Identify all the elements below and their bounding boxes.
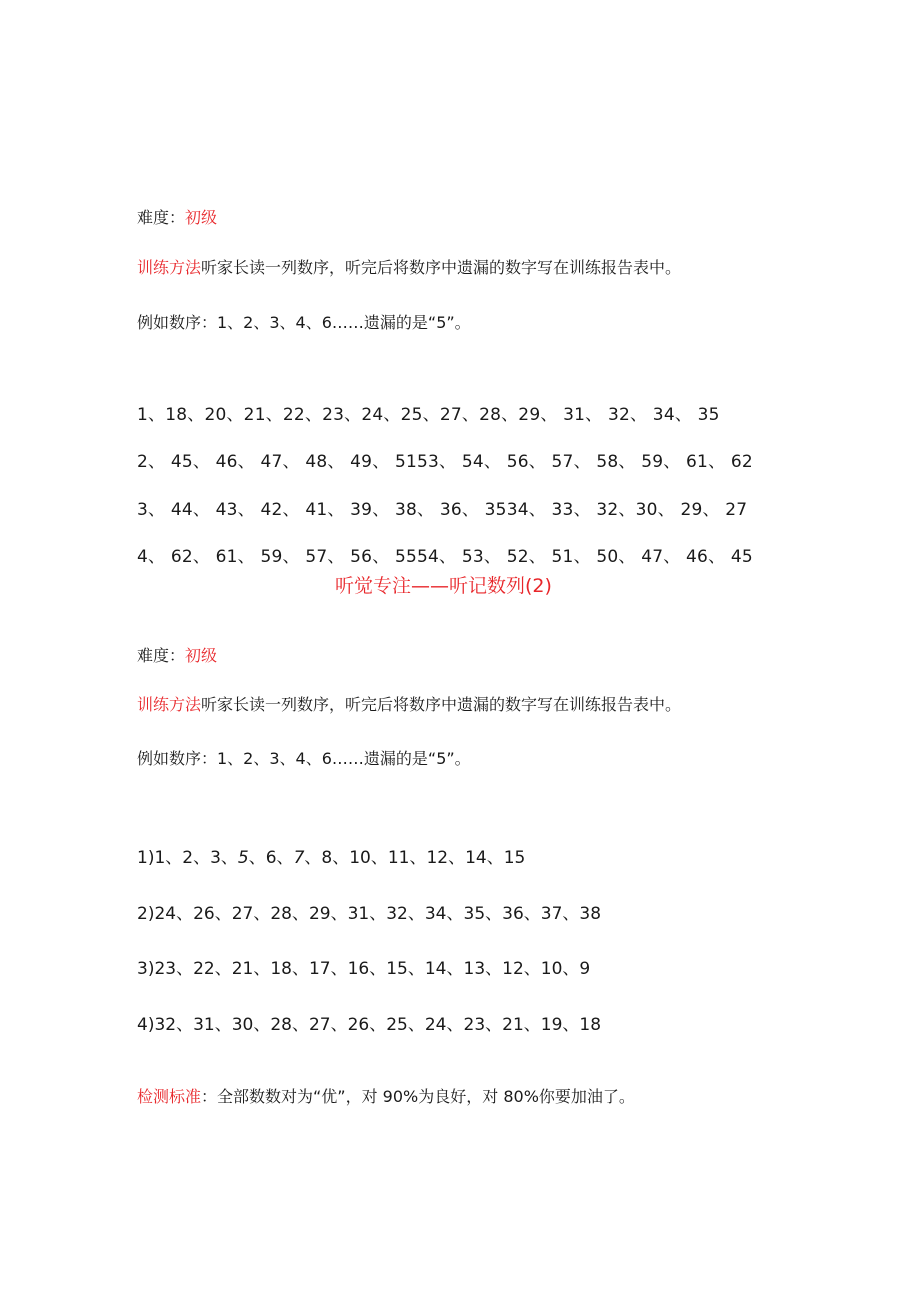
- page-title: 听觉专注——听记数列(2): [335, 575, 552, 597]
- criteria-line: [137, 1087, 635, 1107]
- q1-part: 7: [293, 848, 305, 868]
- example-line-1: 例如数序：1、2、3、4、6……遗漏的是“5”。: [137, 313, 471, 332]
- difficulty-label: 难度：: [137, 208, 186, 227]
- question-1: [137, 847, 525, 869]
- method-line-1: [137, 258, 681, 278]
- q1-part: 、8、10、11、12、14、15: [304, 848, 526, 868]
- question-4: 4)32、31、30、28、27、26、25、24、23、21、19、18: [137, 1015, 602, 1035]
- criteria-text: ：全部数数对为“优”，对 90%为良好，对 80%你要加油了。: [201, 1087, 635, 1106]
- difficulty-line-2: [137, 646, 217, 666]
- method-label: 训练方法: [137, 695, 202, 714]
- method-line-2: [137, 695, 681, 715]
- criteria-label: 检测标准: [137, 1087, 202, 1106]
- example-line-2: 例如数序：1、2、3、4、6……遗漏的是“5”。: [137, 749, 471, 768]
- sequence-row-1: 1、18、20、21、22、23、24、25、27、28、29、 31、 32、 34、 35: [137, 405, 720, 425]
- question-3: 3)23、22、21、18、17、16、15、14、13、12、10、9: [137, 959, 591, 979]
- q1-part: 、6、: [248, 848, 294, 868]
- sequence-row-4: 4、 62、 61、 59、 57、 56、 5554、 53、 52、 51、 50、 47、 46、 45: [137, 547, 753, 567]
- difficulty-value: 初级: [185, 646, 218, 665]
- difficulty-label: 难度：: [137, 646, 186, 665]
- sequence-row-2: 2、 45、 46、 47、 48、 49、 5153、 54、 56、 57、 58、 59、 61、 62: [137, 452, 753, 472]
- method-text: 听家长读一列数序，听完后将数序中遗漏的数字写在训练报告表中。: [201, 695, 682, 714]
- sequence-row-3: 3、 44、 43、 42、 41、 39、 38、 36、 3534、 33、 32、30、 29、 27: [137, 500, 748, 520]
- method-label: 训练方法: [137, 258, 202, 277]
- question-2: 2)24、26、27、28、29、31、32、34、35、36、37、38: [137, 904, 602, 924]
- q1-part: 5: [237, 848, 249, 868]
- q1-part: 1)1、2、3、: [137, 848, 238, 868]
- difficulty-line-1: [137, 208, 217, 228]
- method-text: 听家长读一列数序，听完后将数序中遗漏的数字写在训练报告表中。: [201, 258, 682, 277]
- difficulty-value: 初级: [185, 208, 218, 227]
